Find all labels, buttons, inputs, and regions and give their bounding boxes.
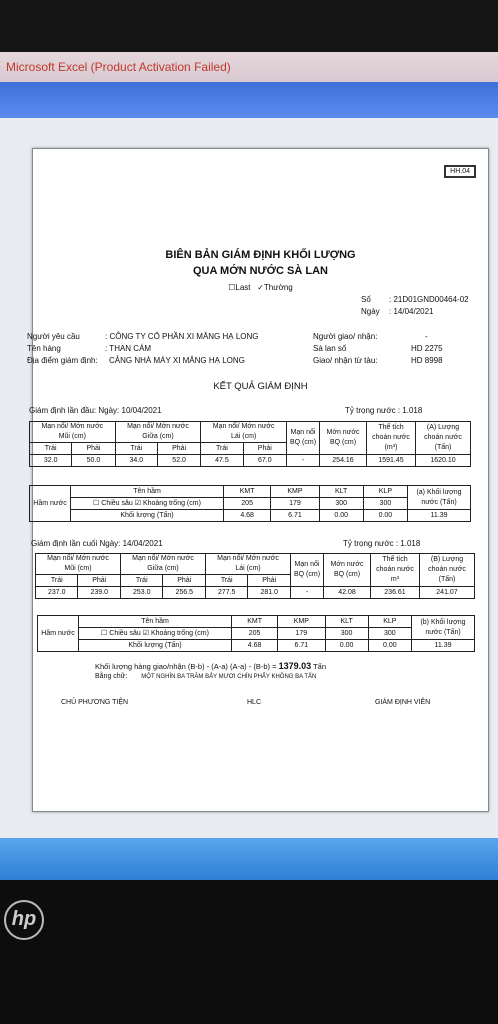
mass-label: Khối lượng (Tấn) (71, 510, 224, 522)
sub-header: Trái (36, 575, 78, 587)
col-klp: KLP (368, 616, 411, 628)
header-mbq: Mớn nước BQ (cm) (320, 422, 367, 455)
words-label: Bằng chữ: (95, 673, 128, 680)
goods-label: Tên hàng (27, 344, 61, 353)
cell: 179 (278, 628, 325, 640)
cell: 241.07 (420, 587, 475, 599)
sub-header: Phải (243, 443, 286, 455)
checkbox-last-icon: ☐ (228, 283, 236, 292)
first-hold-table (29, 485, 471, 522)
header-stern: Mạn nổi/ Mớn nước Lái (cm) (205, 554, 290, 575)
from-ship-label: Giao/ nhận từ tàu: (313, 356, 378, 365)
giver-value: - (425, 332, 428, 341)
sub-header: Phải (163, 575, 206, 587)
from-ship-value: HD 8998 (411, 356, 443, 365)
col-klp: KLP (363, 486, 407, 498)
hold-label: Hầm nước (38, 616, 79, 652)
hold-name-header: Tên hầm (71, 486, 224, 498)
doc-title: BIÊN BẢN GIÁM ĐỊNH KHỐI LƯỢNG (165, 249, 356, 261)
first-draft-table (29, 421, 471, 467)
header-displacement: (B) Lượng choán nước (Tấn) (420, 554, 475, 587)
option-normal: Thường (263, 283, 293, 292)
sub-header: Phải (248, 575, 291, 587)
ribbon (0, 82, 498, 118)
option-last: Last (235, 283, 251, 292)
sign-owner: CHỦ PHƯƠNG TIỆN (61, 699, 129, 706)
window-title-bar[interactable] (0, 52, 498, 82)
place-label: Địa điểm giám định: (27, 356, 98, 365)
last-hold-table (37, 615, 475, 652)
cell: 300 (319, 498, 363, 510)
cell: 6.71 (271, 510, 319, 522)
cell: 1591.45 (367, 455, 416, 467)
cell: - (291, 587, 324, 599)
cell: - (287, 455, 320, 467)
requester-label: Người yêu cầu (27, 332, 80, 341)
last-survey-label: Giám định lần cuối Ngày: 14/04/2021 (31, 539, 163, 548)
summary-value: 1379.03 (278, 661, 312, 671)
cell: 4.68 (224, 510, 271, 522)
words-line (95, 673, 316, 680)
check-normal-icon: ✓ (257, 283, 264, 292)
table-row (36, 587, 475, 599)
hold-total: 11.39 (408, 510, 471, 522)
hold-water-header: (b) Khối lượng nước (Tấn) (412, 616, 475, 640)
cell: 254.16 (320, 455, 367, 467)
barge-label: Sà lan số (313, 344, 347, 353)
cell: 239.0 (78, 587, 121, 599)
cell: 281.0 (248, 587, 291, 599)
cell: 34.0 (115, 455, 157, 467)
taskbar (0, 838, 498, 880)
words-value: MỘT NGHÌN BA TRĂM BẢY MƯƠI CHÍN PHẨY KHÔNG BA TẤN (141, 674, 317, 680)
col-klt: KLT (325, 616, 368, 628)
header-mid: Mạn nổi/ Mớn nước Giữa (cm) (115, 422, 201, 443)
col-kmt: KMT (232, 616, 278, 628)
sub-header: Trái (120, 575, 162, 587)
document-page (27, 148, 489, 812)
cell: 0.00 (363, 510, 407, 522)
cell: 236.61 (371, 587, 420, 599)
sub-header: Phải (78, 575, 121, 587)
col-kmt: KMT (224, 486, 271, 498)
cell: 0.00 (325, 640, 368, 652)
so-label: Số (361, 295, 371, 304)
sign-surveyor: GIÁM ĐỊNH VIÊN (375, 699, 431, 706)
cell: 253.0 (120, 587, 162, 599)
so-value: : 21D01GND00464-02 (389, 295, 469, 304)
cell: 4.68 (232, 640, 278, 652)
doc-subtitle: QUA MỚN NƯỚC SÀ LAN (192, 265, 329, 277)
ngay-label: Ngày (361, 307, 380, 316)
cell: 47.5 (201, 455, 243, 467)
last-draft-table (35, 553, 475, 599)
summary-line (95, 661, 326, 671)
monitor-bezel-bottom (0, 880, 498, 1024)
hold-name-header: Tên hầm (79, 616, 232, 628)
sub-header: Trái (30, 443, 72, 455)
window-title: Microsoft Excel (Product Activation Failed) (6, 60, 231, 74)
header-displacement: (A) Lượng choán nước (Tấn) (416, 422, 471, 455)
cell: 6.71 (278, 640, 325, 652)
sub-header: Phải (157, 443, 200, 455)
cell: 1620.10 (416, 455, 471, 467)
header-bq: Mạn nổi BQ (cm) (287, 422, 320, 455)
header-bow: Mạn nổi/ Mớn nước Mũi (cm) (36, 554, 121, 575)
barge-value: HD 2275 (411, 344, 443, 353)
cell: 32.0 (30, 455, 72, 467)
sub-header: Phải (72, 443, 115, 455)
mass-label: Khối lượng (Tấn) (79, 640, 232, 652)
cell: 300 (325, 628, 368, 640)
cell: 0.00 (319, 510, 363, 522)
summary-unit: Tấn (313, 662, 326, 671)
table-row (30, 455, 471, 467)
cell: 179 (271, 498, 319, 510)
requester-value: : CÔNG TY CỔ PHẦN XI MĂNG HẠ LONG (105, 332, 259, 341)
hold-name: ☐ Chiều sâu ☑ Khoảng trống (cm) (71, 498, 224, 510)
sign-hlc: HLC (247, 699, 262, 706)
header-bow: Mạn nổi/ Mớn nước Mũi (cm) (30, 422, 116, 443)
hold-name: ☐ Chiều sâu ☑ Khoảng trống (cm) (79, 628, 232, 640)
hp-logo-icon: hp (4, 900, 44, 940)
cell: 237.0 (36, 587, 78, 599)
cell: 205 (232, 628, 278, 640)
cell: 50.0 (72, 455, 115, 467)
monitor-bezel-top (0, 0, 498, 52)
sub-header: Trái (205, 575, 247, 587)
summary-label: Khối lượng hàng giao/nhận (B-b) - (A-a) (A-a) - (B-b) = (95, 662, 277, 671)
header-bq: Mạn nổi BQ (cm) (291, 554, 324, 587)
header-mid: Mạn nổi/ Mớn nước Giữa (cm) (120, 554, 205, 575)
giver-label: Người giao/ nhận: (313, 332, 378, 341)
header-mbq: Mớn nước BQ (cm) (324, 554, 371, 587)
cell: 300 (368, 628, 411, 640)
result-title: KẾT QUẢ GIÁM ĐỊNH (213, 381, 308, 392)
sub-header: Trái (115, 443, 157, 455)
col-klt: KLT (319, 486, 363, 498)
goods-value: : THAN CÁM (105, 344, 152, 353)
header-stern: Mạn nổi/ Mớn nước Lái (cm) (201, 422, 287, 443)
cell: 0.00 (368, 640, 411, 652)
header-volume: Thể tích choán nước (m³) (367, 422, 416, 455)
place-value: CẢNG NHÀ MÁY XI MĂNG HẠ LONG (109, 356, 245, 365)
form-code: HH.04 (444, 165, 476, 178)
hold-water-header: (a) Khối lượng nước (Tấn) (408, 486, 471, 510)
cell: 67.0 (243, 455, 286, 467)
cell: 205 (224, 498, 271, 510)
cell: 52.0 (157, 455, 200, 467)
hold-label: Hầm nước (30, 486, 71, 522)
hold-total: 11.39 (412, 640, 475, 652)
cell: 256.5 (163, 587, 206, 599)
col-kmp: KMP (278, 616, 325, 628)
first-density: Tỷ trọng nước : 1.018 (345, 406, 423, 415)
col-kmp: KMP (271, 486, 319, 498)
sub-header: Trái (201, 443, 243, 455)
first-survey-label: Giám định lần đầu: Ngày: 10/04/2021 (29, 406, 162, 415)
cell: 277.5 (205, 587, 247, 599)
ngay-value: : 14/04/2021 (389, 307, 434, 316)
cell: 42.08 (324, 587, 371, 599)
cell: 300 (363, 498, 407, 510)
report-options (33, 283, 488, 292)
header-volume: Thể tích choán nước m³ (371, 554, 420, 587)
last-density: Tỷ trọng nước : 1.018 (343, 539, 421, 548)
